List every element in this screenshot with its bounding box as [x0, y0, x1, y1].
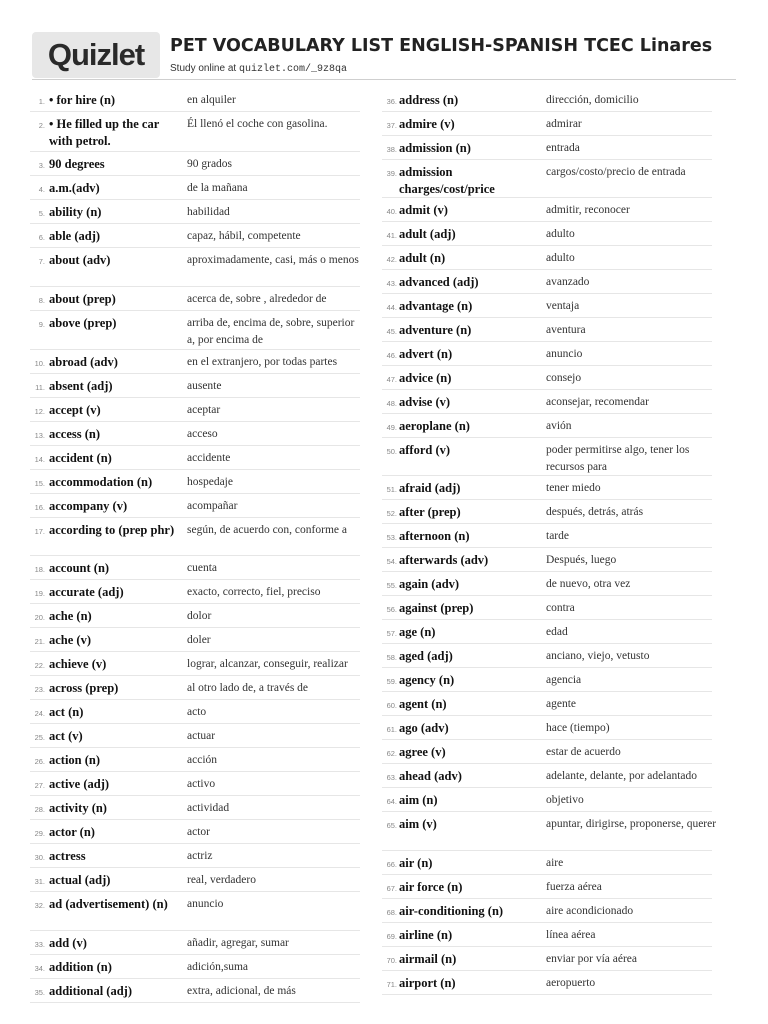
vocab-term: afternoon (n) [399, 529, 470, 543]
vocab-term: agency (n) [399, 673, 455, 687]
vocab-row [30, 311, 360, 350]
page-header [32, 32, 736, 80]
study-online-line [170, 63, 347, 75]
vocab-row [382, 875, 712, 899]
vocab-term: advanced (adj) [399, 275, 479, 289]
vocab-row [30, 820, 360, 844]
vocab-term: aeroplane (n) [399, 419, 470, 433]
row-number: 6. [38, 233, 45, 242]
vocab-term: airport (n) [399, 976, 456, 990]
row-number: 2. [38, 121, 45, 130]
vocab-column-left [30, 88, 360, 1003]
vocab-definition: poder permitirse algo, tener los recursos para [546, 444, 690, 473]
row-number: 45. [386, 327, 397, 336]
vocab-row [30, 844, 360, 868]
vocab-term: ahead (adv) [399, 769, 462, 783]
vocab-row [382, 947, 712, 971]
row-number: 51. [386, 485, 397, 494]
vocab-definition: actriz [187, 850, 213, 862]
vocab-row [382, 198, 712, 222]
vocab-term: ad (advertisement) (n) [49, 897, 168, 911]
vocab-term: advice (n) [399, 371, 452, 385]
vocab-term: according to (prep phr) [49, 523, 175, 537]
vocab-definition: aconsejar, recomendar [546, 396, 649, 408]
vocab-term: act (v) [49, 729, 83, 743]
vocab-row [382, 923, 712, 947]
vocab-definition: añadir, agregar, sumar [187, 937, 289, 949]
row-number: 32. [34, 901, 45, 910]
vocab-definition: adición,suma [187, 961, 248, 973]
vocab-definition: adelante, delante, por adelantado [546, 770, 698, 782]
row-number: 27. [34, 781, 45, 790]
row-number: 48. [386, 399, 397, 408]
vocab-term: after (prep) [399, 505, 461, 519]
row-number: 36. [386, 97, 397, 106]
row-number: 46. [386, 351, 397, 360]
vocab-row [30, 470, 360, 494]
vocab-row [382, 524, 712, 548]
vocab-term: airline (n) [399, 928, 453, 942]
vocab-definition: aventura [546, 324, 586, 336]
vocab-definition: apuntar, dirigirse, proponerse, querer [546, 818, 717, 830]
vocab-definition: anuncio [546, 348, 583, 360]
vocab-column-right [382, 88, 717, 995]
row-number: 64. [386, 797, 397, 806]
vocab-row [30, 518, 360, 556]
vocab-definition: edad [546, 626, 568, 638]
vocab-term: add (v) [49, 936, 87, 950]
vocab-row [30, 422, 360, 446]
vocab-row [382, 160, 712, 198]
vocab-definition: accidente [187, 452, 231, 464]
vocab-row [30, 580, 360, 604]
vocab-definition: agencia [546, 674, 582, 686]
vocab-row [30, 604, 360, 628]
row-number: 58. [386, 653, 397, 662]
row-number: 28. [34, 805, 45, 814]
vocab-definition: aproximadamente, casi, más o menos [187, 254, 359, 266]
row-number: 21. [34, 637, 45, 646]
row-number: 41. [386, 231, 397, 240]
vocab-definition: fuerza aérea [546, 881, 602, 893]
quizlet-logo[interactable]: Quizlet [32, 32, 160, 78]
vocab-row [30, 112, 360, 152]
row-number: 15. [34, 479, 45, 488]
vocab-definition: actor [187, 826, 210, 838]
vocab-term: abroad (adv) [49, 355, 118, 369]
vocab-definition: avanzado [546, 276, 590, 288]
row-number: 11. [35, 383, 45, 392]
vocab-term: afraid (adj) [399, 481, 461, 495]
vocab-row [30, 152, 360, 176]
vocab-definition: aire acondicionado [546, 905, 634, 917]
vocab-term: a.m.(adv) [49, 181, 100, 195]
vocab-definition: acción [187, 754, 218, 766]
vocab-row [30, 676, 360, 700]
vocab-term: • for hire (n) [49, 93, 116, 107]
vocab-definition: enviar por vía aérea [546, 953, 637, 965]
row-number: 44. [386, 303, 397, 312]
vocab-row [382, 740, 712, 764]
vocab-definition: de nuevo, otra vez [546, 578, 631, 590]
vocab-definition: admirar [546, 118, 582, 130]
vocab-definition: contra [546, 602, 575, 614]
vocab-row [382, 270, 712, 294]
row-number: 49. [386, 423, 397, 432]
row-number: 54. [386, 557, 397, 566]
vocab-definition: hospedaje [187, 476, 233, 488]
vocab-definition: tarde [546, 530, 569, 542]
vocab-term: aged (adj) [399, 649, 453, 663]
vocab-term: addition (n) [49, 960, 112, 974]
vocab-definition: agente [546, 698, 577, 710]
vocab-row [382, 668, 712, 692]
vocab-definition: hace (tiempo) [546, 722, 610, 734]
vocab-term: adult (n) [399, 251, 446, 265]
vocab-term: admission charges/cost/price [399, 165, 495, 196]
vocab-definition: doler [187, 634, 211, 646]
vocab-row [30, 248, 360, 287]
vocab-row [30, 287, 360, 311]
row-number: 42. [386, 255, 397, 264]
vocab-definition: acceso [187, 428, 218, 440]
row-number: 70. [386, 956, 397, 965]
vocab-row [30, 772, 360, 796]
vocab-term: advise (v) [399, 395, 451, 409]
vocab-row [382, 390, 712, 414]
vocab-row [30, 796, 360, 820]
vocab-term: actress [49, 849, 86, 863]
row-number: 3. [38, 161, 45, 170]
row-number: 7. [38, 257, 45, 266]
row-number: 35. [34, 988, 45, 997]
vocab-definition: en el extranjero, por todas partes [187, 356, 338, 368]
vocab-row [382, 620, 712, 644]
vocab-definition: actividad [187, 802, 230, 814]
vocab-term: ago (adv) [399, 721, 449, 735]
vocab-term: aim (v) [399, 817, 437, 831]
vocab-definition: aceptar [187, 404, 221, 416]
vocab-row [30, 979, 360, 1003]
vocab-row [382, 88, 712, 112]
vocab-definition: activo [187, 778, 216, 790]
row-number: 13. [34, 431, 45, 440]
vocab-definition: de la mañana [187, 182, 248, 194]
vocab-term: accident (n) [49, 451, 112, 465]
row-number: 65. [386, 821, 397, 830]
row-number: 19. [34, 589, 45, 598]
vocab-definition: Después, luego [546, 554, 617, 566]
vocab-row [30, 446, 360, 470]
page-title: PET VOCABULARY LIST ENGLISH-SPANISH TCEC Linares [170, 36, 713, 56]
row-number: 9. [38, 320, 45, 329]
vocab-term: again (adv) [399, 577, 460, 591]
vocab-row [382, 222, 712, 246]
vocab-term: actor (n) [49, 825, 95, 839]
row-number: 34. [34, 964, 45, 973]
vocab-definition: consejo [546, 372, 582, 384]
row-number: 30. [34, 853, 45, 862]
vocab-row [382, 788, 712, 812]
vocab-term: airmail (n) [399, 952, 457, 966]
vocab-row [382, 644, 712, 668]
vocab-definition: acto [187, 706, 207, 718]
vocab-term: across (prep) [49, 681, 119, 695]
vocab-row [30, 892, 360, 931]
vocab-definition: ausente [187, 380, 222, 392]
vocab-term: adventure (n) [399, 323, 472, 337]
vocab-row [382, 318, 712, 342]
vocab-definition: adulto [546, 228, 575, 240]
vocab-row [382, 414, 712, 438]
vocab-row [382, 899, 712, 923]
row-number: 61. [386, 725, 397, 734]
vocab-term: afford (v) [399, 443, 451, 457]
row-number: 8. [38, 296, 45, 305]
vocab-row [30, 628, 360, 652]
vocab-row [382, 136, 712, 160]
vocab-definition: arriba de, encima de, sobre, superior a, por encima de [187, 317, 355, 346]
vocab-term: 90 degrees [49, 157, 105, 171]
vocab-row [30, 398, 360, 422]
vocab-term: accurate (adj) [49, 585, 124, 599]
vocab-term: ache (v) [49, 633, 91, 647]
vocab-definition: actuar [187, 730, 216, 742]
row-number: 55. [386, 581, 397, 590]
vocab-row [30, 955, 360, 979]
vocab-definition: habilidad [187, 206, 230, 218]
vocab-row [382, 851, 712, 875]
vocab-term: above (prep) [49, 316, 117, 330]
vocab-term: access (n) [49, 427, 101, 441]
vocab-definition: ventaja [546, 300, 580, 312]
row-number: 5. [38, 209, 45, 218]
vocab-row [30, 556, 360, 580]
row-number: 23. [34, 685, 45, 694]
vocab-definition: capaz, hábil, competente [187, 230, 301, 242]
vocab-definition: después, detrás, atrás [546, 506, 644, 518]
row-number: 66. [386, 860, 397, 869]
row-number: 50. [386, 447, 397, 456]
row-number: 4. [38, 185, 45, 194]
vocab-row [30, 748, 360, 772]
vocab-term: ability (n) [49, 205, 102, 219]
vocab-definition: extra, adicional, de más [187, 985, 296, 997]
vocab-row [382, 692, 712, 716]
vocab-term: ache (n) [49, 609, 92, 623]
vocab-row [30, 700, 360, 724]
vocab-term: action (n) [49, 753, 101, 767]
vocab-row [382, 572, 712, 596]
vocab-row [30, 200, 360, 224]
row-number: 59. [386, 677, 397, 686]
vocab-row [30, 868, 360, 892]
vocab-definition: 90 grados [187, 158, 233, 170]
vocab-definition: dolor [187, 610, 212, 622]
vocab-term: agent (n) [399, 697, 447, 711]
vocab-term: against (prep) [399, 601, 474, 615]
vocab-term: age (n) [399, 625, 436, 639]
vocab-row [382, 812, 717, 851]
vocab-term: admire (v) [399, 117, 455, 131]
vocab-definition: dirección, domicilio [546, 94, 639, 106]
vocab-definition: estar de acuerdo [546, 746, 621, 758]
vocab-definition: cuenta [187, 562, 218, 574]
vocab-term: advantage (n) [399, 299, 473, 313]
vocab-definition: acerca de, sobre , alrededor de [187, 293, 327, 305]
row-number: 31. [34, 877, 45, 886]
vocab-row [382, 112, 712, 136]
vocab-row [30, 724, 360, 748]
row-number: 20. [34, 613, 45, 622]
vocab-term: achieve (v) [49, 657, 107, 671]
vocab-row [30, 374, 360, 398]
vocab-row [382, 438, 712, 476]
vocab-definition: anciano, viejo, vetusto [546, 650, 650, 662]
row-number: 1. [38, 97, 45, 106]
vocab-term: afterwards (adv) [399, 553, 489, 567]
row-number: 60. [386, 701, 397, 710]
vocab-row [30, 931, 360, 955]
row-number: 25. [34, 733, 45, 742]
vocab-row [30, 88, 360, 112]
row-number: 71. [386, 980, 397, 989]
vocab-term: absent (adj) [49, 379, 113, 393]
vocab-definition: avión [546, 420, 572, 432]
vocab-term: able (adj) [49, 229, 101, 243]
vocab-row [30, 652, 360, 676]
row-number: 68. [386, 908, 397, 917]
vocab-row [30, 176, 360, 200]
row-number: 39. [386, 169, 397, 178]
row-number: 26. [34, 757, 45, 766]
vocab-term: air-conditioning (n) [399, 904, 504, 918]
vocab-row [382, 764, 712, 788]
vocab-term: actual (adj) [49, 873, 111, 887]
vocab-term: • He filled up the car with petrol. [49, 117, 160, 148]
study-url-link[interactable]: quizlet.com/_9z8qa [238, 64, 347, 75]
row-number: 29. [34, 829, 45, 838]
vocab-term: additional (adj) [49, 984, 133, 998]
vocab-term: advert (n) [399, 347, 453, 361]
row-number: 62. [386, 749, 397, 758]
vocab-row [30, 224, 360, 248]
row-number: 37. [386, 121, 397, 130]
vocab-row [382, 342, 712, 366]
vocab-term: accommodation (n) [49, 475, 153, 489]
row-number: 40. [386, 207, 397, 216]
row-number: 18. [34, 565, 45, 574]
row-number: 14. [34, 455, 45, 464]
vocab-row [382, 294, 712, 318]
vocab-definition: admitir, reconocer [546, 204, 630, 216]
row-number: 17. [34, 527, 45, 536]
vocab-row [382, 596, 712, 620]
vocab-term: account (n) [49, 561, 110, 575]
vocab-definition: objetivo [546, 794, 584, 806]
row-number: 67. [386, 884, 397, 893]
vocab-term: accompany (v) [49, 499, 128, 513]
row-number: 12. [34, 407, 45, 416]
vocab-term: aim (n) [399, 793, 438, 807]
row-number: 33. [34, 940, 45, 949]
row-number: 52. [386, 509, 397, 518]
row-number: 69. [386, 932, 397, 941]
vocab-definition: aire [546, 857, 564, 869]
row-number: 38. [386, 145, 397, 154]
vocab-definition: adulto [546, 252, 575, 264]
vocab-term: admit (v) [399, 203, 448, 217]
vocab-term: adult (adj) [399, 227, 456, 241]
row-number: 47. [386, 375, 397, 384]
vocab-row [30, 350, 360, 374]
vocab-term: air (n) [399, 856, 433, 870]
vocab-definition: Él llenó el coche con gasolina. [187, 118, 328, 130]
vocab-definition: línea aérea [546, 929, 596, 941]
vocab-definition: exacto, correcto, fiel, preciso [187, 586, 321, 598]
vocab-row [382, 716, 712, 740]
vocab-definition: tener miedo [546, 482, 601, 494]
vocab-term: accept (v) [49, 403, 101, 417]
vocab-term: admission (n) [399, 141, 471, 155]
vocab-term: agree (v) [399, 745, 446, 759]
vocab-term: air force (n) [399, 880, 463, 894]
vocab-term: active (adj) [49, 777, 110, 791]
vocab-term: about (adv) [49, 253, 111, 267]
vocab-definition: en alquiler [187, 94, 236, 106]
vocab-definition: entrada [546, 142, 580, 154]
vocab-row [382, 246, 712, 270]
vocab-definition: acompañar [187, 500, 238, 512]
row-number: 10. [34, 359, 45, 368]
vocab-definition: al otro lado de, a través de [187, 682, 309, 694]
vocab-row [382, 971, 712, 995]
row-number: 63. [386, 773, 397, 782]
vocab-term: activity (n) [49, 801, 107, 815]
row-number: 16. [34, 503, 45, 512]
row-number: 24. [34, 709, 45, 718]
vocab-definition: según, de acuerdo con, conforme a [187, 524, 347, 536]
row-number: 56. [386, 605, 397, 614]
row-number: 22. [34, 661, 45, 670]
row-number: 53. [386, 533, 397, 542]
vocab-definition: aeropuerto [546, 977, 596, 989]
vocab-row [382, 548, 712, 572]
vocab-definition: real, verdadero [187, 874, 256, 886]
vocab-definition: cargos/costo/precio de entrada [546, 166, 686, 178]
vocab-term: address (n) [399, 93, 459, 107]
vocab-row [382, 500, 712, 524]
vocab-term: act (n) [49, 705, 84, 719]
vocab-row [382, 366, 712, 390]
vocab-definition: anuncio [187, 898, 224, 910]
row-number: 43. [386, 279, 397, 288]
vocab-definition: lograr, alcanzar, conseguir, realizar [187, 658, 348, 670]
vocab-row [30, 494, 360, 518]
vocab-term: about (prep) [49, 292, 116, 306]
row-number: 57. [386, 629, 397, 638]
subtitle-prefix: Study online at [170, 63, 239, 74]
header-divider [32, 79, 736, 80]
vocab-row [382, 476, 712, 500]
